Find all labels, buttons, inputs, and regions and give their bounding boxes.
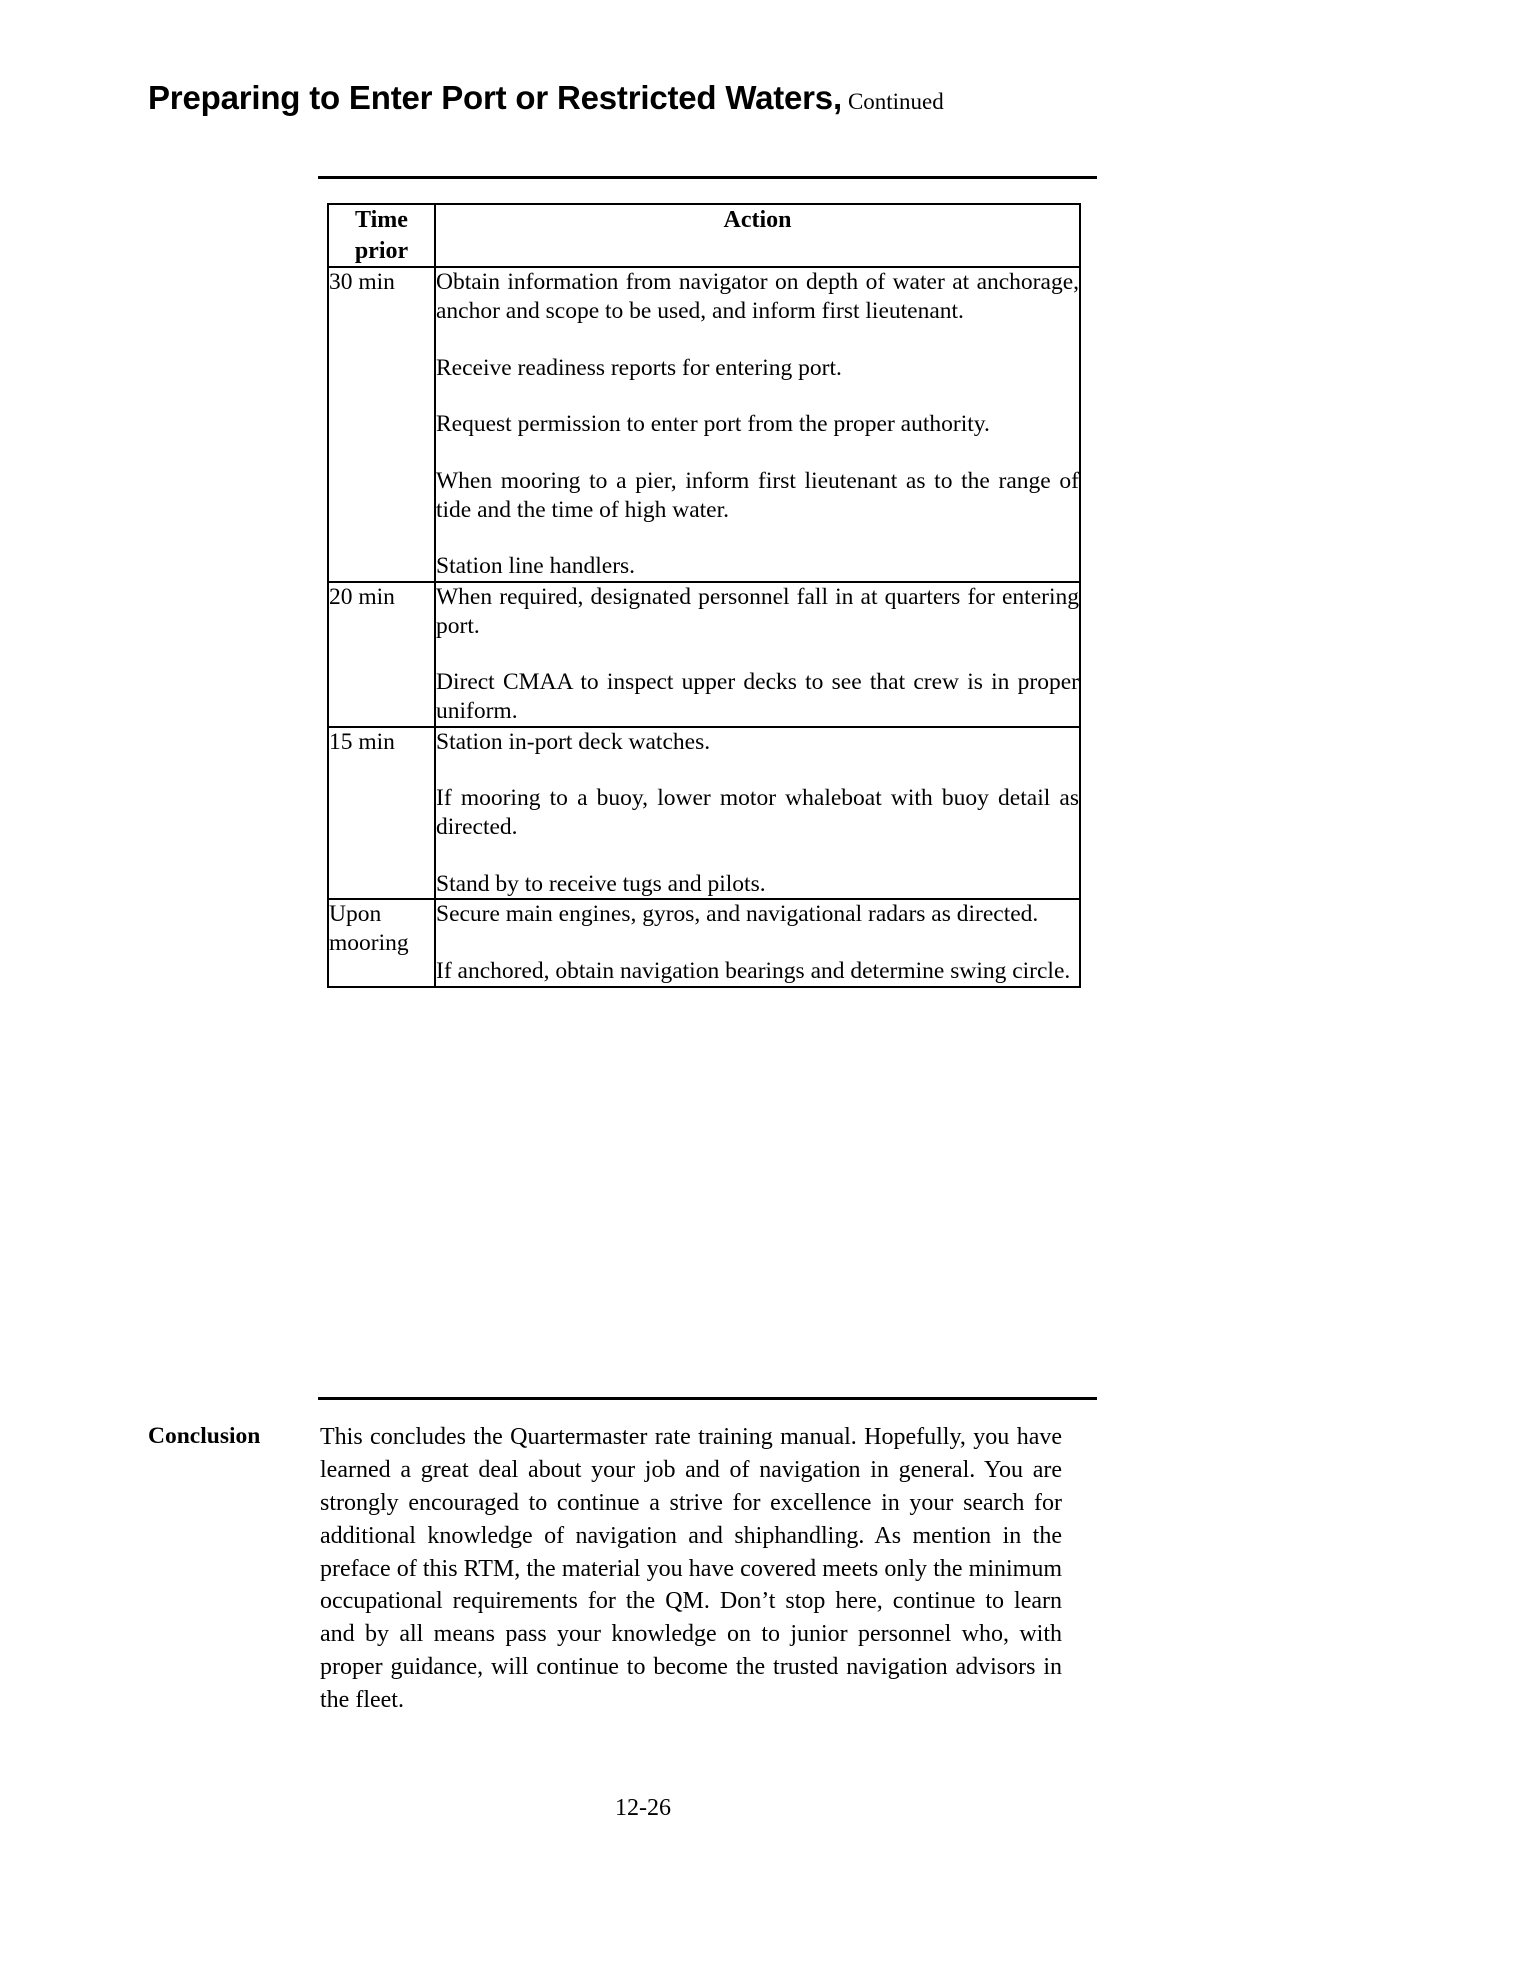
- cell-time: [328, 899, 435, 986]
- page-title: [148, 79, 1378, 117]
- page-number: 12-26: [615, 1795, 671, 1821]
- page-title-continued: Continued: [847, 89, 944, 114]
- cell-time-line1: 20 min: [329, 584, 395, 611]
- table-header-row: [328, 204, 1080, 267]
- column-header-action: Action: [435, 204, 1080, 267]
- table-body: [328, 267, 1080, 986]
- action-paragraph: Secure main engines, gyros, and navigational radars as directed.: [436, 901, 1039, 928]
- conclusion-body: [320, 1421, 1062, 1717]
- action-paragraph: Request permission to enter port from the proper authority.: [436, 411, 990, 438]
- cell-time-line1: 30 min: [329, 269, 395, 296]
- action-paragraph: When mooring to a pier, inform first lieutenant as to the range of tide and the time of high water.: [436, 468, 1079, 523]
- cell-time: [328, 267, 435, 582]
- action-paragraph: Direct CMAA to inspect upper decks to see that crew is in proper uniform.: [436, 669, 1079, 724]
- column-header-time-line1: Time: [355, 207, 408, 233]
- action-paragraph: If mooring to a buoy, lower motor whaleboat with buoy detail as directed.: [436, 785, 1079, 840]
- table-row: [328, 582, 1080, 727]
- table-row: [328, 267, 1080, 582]
- action-paragraph: Receive readiness reports for entering port.: [436, 354, 842, 381]
- conclusion-divider-rule: [318, 1397, 1097, 1400]
- header-divider-rule: [318, 176, 1097, 179]
- cell-time-line2: mooring: [329, 929, 409, 956]
- procedure-table: [327, 203, 1081, 988]
- action-paragraph: Station in-port deck watches.: [436, 728, 711, 755]
- cell-action: [435, 582, 1080, 727]
- action-paragraph: Stand by to receive tugs and pilots.: [436, 870, 766, 897]
- cell-time: [328, 727, 435, 900]
- conclusion-paragraph: This concludes the Quartermaster rate training manual. Hopefully, you have learned a great deal about your job and of navigation in general. You are strongly encouraged to continue a strive for excellence in your search for additional knowledge of navigation and shiphandling. As mention in the preface of this RTM, the material you have covered meets only the minimum occupational requirements for the QM. Don’t stop here, continue to learn and by all means pass your knowledge on to junior personnel who, with proper guidance, will continue to become the trusted navigation advisors in the fleet.: [320, 1424, 1062, 1713]
- cell-action: [435, 899, 1080, 986]
- cell-action: [435, 267, 1080, 582]
- action-paragraph: When required, designated personnel fall in at quarters for entering port.: [436, 584, 1079, 639]
- cell-time: [328, 582, 435, 727]
- column-header-time-line2: prior: [354, 237, 409, 264]
- table-row: [328, 727, 1080, 900]
- column-header-time: [328, 204, 435, 267]
- action-paragraph: Station line handlers.: [436, 553, 636, 580]
- cell-action: [435, 727, 1080, 900]
- page-title-main: Preparing to Enter Port or Restricted Waters,: [148, 79, 842, 116]
- action-paragraph: Obtain information from navigator on depth of water at anchorage, anchor and scope to be used, and inform first lieutenant.: [436, 269, 1079, 325]
- conclusion-label: Conclusion: [148, 1423, 261, 1449]
- table-row: [328, 899, 1080, 986]
- cell-time-line1: Upon: [329, 901, 382, 928]
- action-paragraph: If anchored, obtain navigation bearings and determine swing circle.: [436, 957, 1071, 984]
- cell-time-line1: 15 min: [329, 728, 395, 755]
